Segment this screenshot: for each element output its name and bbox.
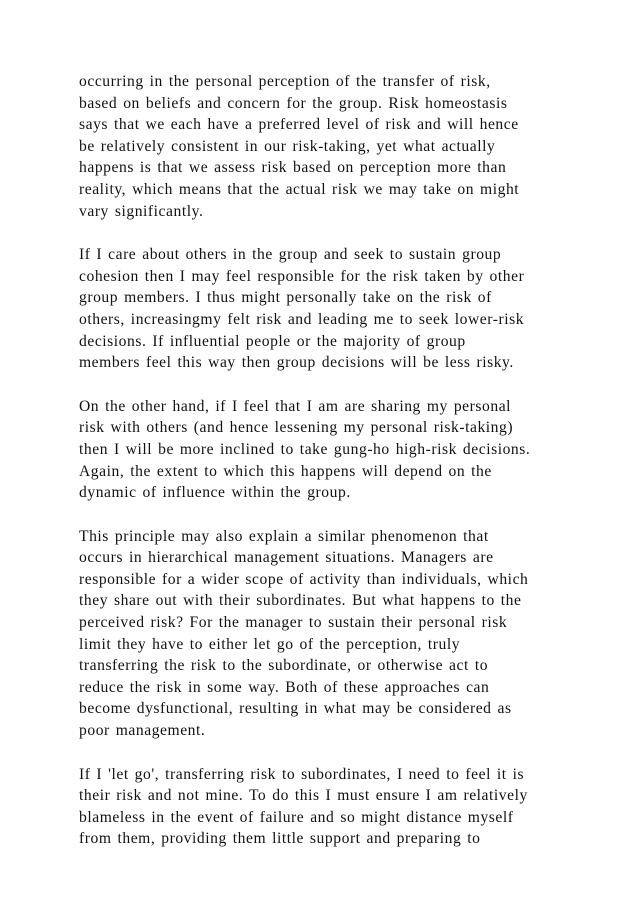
paragraph-5 bbox=[79, 764, 579, 850]
text-line: If I care about others in the group and seek to sustain group bbox=[79, 246, 502, 264]
text-line: On the other hand, if I feel that I am are sharing my personal bbox=[79, 397, 512, 415]
text-line: risk with others (and hence lessening my personal risk-taking) bbox=[79, 419, 514, 437]
text-line: poor management. bbox=[79, 722, 206, 740]
text-line: be relatively consistent in our risk-taking, yet what actually bbox=[79, 137, 496, 155]
text-line: reduce the risk in some way. Both of these approaches can bbox=[79, 678, 490, 696]
text-line: Again, the extent to which this happens will depend on the bbox=[79, 462, 492, 480]
text-line: based on beliefs and concern for the group. Risk homeostasis bbox=[79, 94, 508, 112]
text-line: dynamic of influence within the group. bbox=[79, 484, 351, 502]
text-line: occurring in the personal perception of the transfer of risk, bbox=[79, 73, 491, 90]
text-line: then I will be more inclined to take gung-ho high-risk decisions. bbox=[79, 440, 531, 458]
text-line: If I 'let go', transferring risk to subordinates, I need to feel it is bbox=[79, 765, 525, 783]
text-line: says that we each have a preferred level of risk and will hence bbox=[79, 116, 519, 134]
paragraph-3 bbox=[79, 396, 579, 504]
text-line: blameless in the event of failure and so might distance myself bbox=[79, 808, 514, 826]
text-line: become dysfunctional, resulting in what may be considered as bbox=[79, 700, 512, 718]
text-line: perceived risk? For the manager to sustain their personal risk bbox=[79, 614, 508, 632]
text-line: members feel this way then group decisions will be less risky. bbox=[79, 354, 514, 372]
body-text bbox=[79, 71, 579, 872]
text-line: their risk and not mine. To do this I must ensure I am relatively bbox=[79, 787, 528, 805]
text-line: transferring the risk to the subordinate, or otherwise act to bbox=[79, 657, 489, 675]
text-line: decisions. If influential people or the majority of group bbox=[79, 332, 466, 350]
text-line: limit they have to either let go of the perception, truly bbox=[79, 635, 461, 653]
text-line: they share out with their subordinates. But what happens to the bbox=[79, 592, 522, 610]
text-line: from them, providing them little support and preparing to bbox=[79, 830, 481, 848]
text-line: cohesion then I may feel responsible for the risk taken by other bbox=[79, 267, 525, 285]
paragraph-1 bbox=[79, 71, 579, 222]
text-line: happens is that we assess risk based on perception more than bbox=[79, 159, 507, 177]
text-line: This principle may also explain a similar phenomenon that bbox=[79, 527, 489, 545]
text-line: vary significantly. bbox=[79, 202, 204, 220]
text-line: others, increasingmy felt risk and leading me to seek lower-risk bbox=[79, 310, 525, 328]
text-line: group members. I thus might personally take on the risk of bbox=[79, 289, 492, 307]
paragraph-2 bbox=[79, 244, 579, 374]
text-line: occurs in hierarchical management situations. Managers are bbox=[79, 549, 494, 567]
text-line: reality, which means that the actual risk we may take on might bbox=[79, 180, 520, 198]
text-line: responsible for a wider scope of activity than individuals, which bbox=[79, 570, 529, 588]
paragraph-4 bbox=[79, 526, 579, 742]
